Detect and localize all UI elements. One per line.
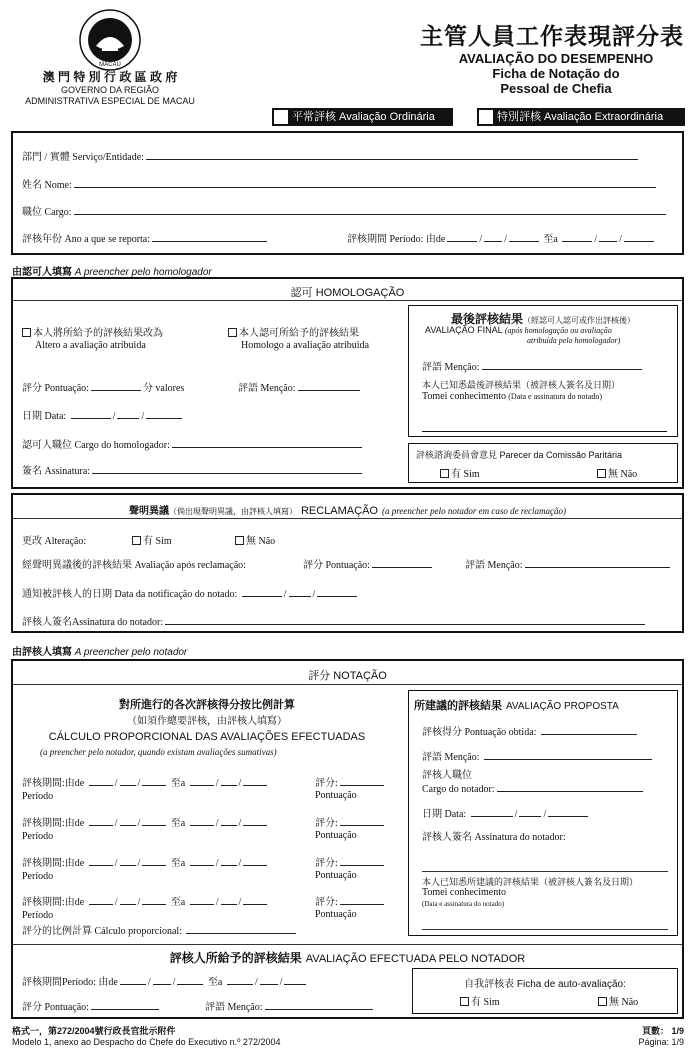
to-label: 至a	[170, 818, 186, 829]
final-title-pt: AVALIAÇÃO FINAL (após homologação ou avaliação	[425, 325, 612, 335]
calc-note-pt: (a preencher pelo notador, quando existam avaliações sumativas)	[40, 747, 277, 757]
form-title-zh: 主管人員工作表現評分表	[420, 23, 684, 49]
efectuada-title: 評核人所給予的評核結果 AVALIAÇÃO EFECTUADA PELO NOTADOR	[169, 951, 526, 965]
score-label-pt: Pontuação	[315, 870, 357, 881]
to-label: 至a	[170, 778, 186, 789]
parecer-nao-checkbox[interactable]: 無 Não	[597, 465, 637, 480]
reclamacao-assinatura-field[interactable]: 評核人簽名Assinatura do notador:	[22, 613, 647, 628]
homologo-checkbox[interactable]: 本人認可所給予的評核結果 Homologo a avaliação atribuida	[228, 328, 369, 352]
extraordinary-evaluation-checkbox[interactable]	[477, 108, 685, 126]
homolog-assinatura-field[interactable]: 簽名 Assinatura:	[22, 462, 364, 477]
cargo-notador-field[interactable]: 評核人職位 Cargo do notador:	[422, 770, 645, 796]
proposta-tomei-label: 本人已知悉所建議的評核結果（被評核人簽名及日期） Tomei conhecimento (Data e assinatura do notado)	[422, 877, 639, 908]
period-row[interactable]: 評核期間:由de / / 至a / / 評分: Período Pontuação	[22, 816, 397, 843]
proposta-tomei-line[interactable]	[422, 929, 668, 930]
reclamacao-title: 聲明異議（倘出現聲明異議，由評核人填寫） RECLAMAÇÃO (a preencher pelo notador em caso de reclamação)	[128, 505, 567, 517]
data-notificacao-field[interactable]: 通知被評核人的日期 Data da notificação do notado: / /	[22, 585, 359, 600]
gov-name-pt-2: ADMINISTRATIVA ESPECIAL DE MACAU	[25, 96, 195, 106]
form-title-pt-1: AVALIAÇÃO DO DESEMPENHO	[458, 51, 654, 66]
score-label: 評分:	[315, 895, 386, 909]
gov-name-zh: 澳 門 特 別 行 政 區 政 府	[42, 70, 178, 84]
assinatura-notador-label: 評核人簽名 Assinatura do notador:	[422, 832, 566, 843]
score-label-pt: Pontuação	[315, 830, 357, 841]
form-title-pt-3: Pessoal de Chefia	[500, 81, 612, 96]
footer-page-pt: Página: 1/9	[638, 1037, 684, 1047]
period-label-pt: Período	[22, 831, 54, 842]
auto-nao-checkbox[interactable]: 無 Não	[598, 993, 638, 1008]
period-label: 評核期間:由de	[22, 818, 85, 829]
calc-title-pt: CÁLCULO PROPORCIONAL DAS AVALIAÇÕES EFECTUADAS	[48, 731, 366, 743]
period-row[interactable]: 評核期間:由de / / 至a / / 評分: Período Pontuação	[22, 776, 397, 803]
period-label-pt: Período	[22, 910, 54, 921]
assinatura-notador-line[interactable]	[422, 871, 668, 872]
apos-reclamacao-label: 經聲明異議後的評核結果 Avaliação após reclamação:	[22, 560, 246, 571]
ordinary-evaluation-checkbox[interactable]	[272, 108, 453, 126]
homolog-cargo-field[interactable]: 認可人職位 Cargo do homologador:	[22, 436, 364, 451]
nome-field[interactable]: 姓名 Nome:	[22, 176, 658, 191]
period-label-pt: Período	[22, 871, 54, 882]
score-label-pt: Pontuação	[315, 790, 357, 801]
auto-avaliacao-label: 自我評核表 Ficha de auto-avaliação:	[464, 979, 626, 990]
alteracao-sim-checkbox[interactable]: 有 Sim	[132, 532, 172, 547]
altero-checkbox[interactable]: 本人將所給予的評核結果改為 Altero a avaliação atribuida	[22, 328, 163, 352]
notacao-title: 評分 NOTAÇÃO	[308, 670, 387, 682]
form-title-pt-2: Ficha de Notação do	[492, 66, 620, 81]
reclamacao-pontuacao-field[interactable]: 評分 Pontuação:	[303, 556, 434, 571]
footer-modelo-pt: Modelo 1, anexo ao Despacho do Chefe do Executivo n.º 272/2004	[12, 1037, 281, 1047]
calc-title-zh: 對所進行的各次評核得分按比例計算	[119, 699, 295, 711]
proposta-mencao-field[interactable]: 評語 Menção:	[422, 748, 654, 763]
checkbox-icon	[479, 110, 493, 124]
efectuada-periodo-field[interactable]: 評核期間Período: 由de / / 至a / /	[22, 973, 308, 988]
to-label: 至a	[170, 897, 186, 908]
calc-proporcional-field[interactable]: 評分的比例計算 Cálculo proporcional:	[22, 922, 298, 937]
final-title-zh: 最後評核結果（經認可人認可或作出評核後）	[450, 312, 635, 326]
parecer-label: 評核諮詢委員會意見 Parecer da Comissão Paritária	[416, 450, 623, 460]
period-row[interactable]: 評核期間:由de / / 至a / / 評分: Período Pontuação	[22, 856, 397, 883]
footer-page-zh: 頁數： 1/9	[641, 1026, 684, 1036]
score-label: 評分:	[315, 856, 386, 870]
homolog-data-field[interactable]: 日期 Data: / /	[22, 407, 184, 422]
period-label: 評核期間:由de	[22, 858, 85, 869]
alteracao-nao-checkbox[interactable]: 無 Não	[235, 532, 275, 547]
reclamacao-mencao-field[interactable]: 評語 Menção:	[465, 556, 672, 571]
macau-emblem-logo	[78, 8, 142, 77]
footer-modelo-zh: 格式一，第272/2004號行政長官批示附件	[12, 1026, 176, 1036]
score-label: 評分:	[315, 776, 386, 790]
score-label: 評分:	[315, 816, 386, 830]
homolog-mencao-field[interactable]: 評語 Menção:	[238, 379, 362, 394]
efectuada-pontuacao-field[interactable]: 評分 Pontuação:	[22, 998, 161, 1013]
alteracao-label: 更改 Alteração:	[22, 536, 87, 547]
servico-field[interactable]: 部門 / 實體 Serviço/Entidade:	[22, 148, 640, 163]
to-label: 至a	[170, 858, 186, 869]
homolog-section-label: 由認可人填寫 A preencher pelo homologador	[12, 267, 212, 278]
proposta-title: 所建議的評核結果 AVALIAÇÃO PROPOSTA	[414, 700, 619, 712]
pontuacao-obtida-field[interactable]: 評核得分 Pontuação obtida:	[422, 723, 639, 738]
notador-section-label: 由評核人填寫 A preencher pelo notador	[12, 647, 188, 658]
efectuada-mencao-field[interactable]: 評語 Menção:	[205, 998, 375, 1013]
final-note: atribuída pelo homologador)	[527, 336, 621, 345]
ordinary-label: 平常評核 Avaliação Ordinária	[292, 111, 435, 123]
period-label: 評核期間:由de	[22, 778, 85, 789]
periodo-field[interactable]: 評核期間 Período: 由de / / 至a / /	[347, 230, 656, 245]
gov-name-pt-1: GOVERNO DA REGIÃO	[60, 85, 160, 95]
auto-sim-checkbox[interactable]: 有 Sim	[460, 993, 500, 1008]
score-label-pt: Pontuação	[315, 909, 357, 920]
final-signature-line[interactable]	[422, 431, 667, 432]
homolog-pontuacao-field[interactable]: 評分 Pontuação: 分 valores	[22, 383, 185, 394]
calc-note-zh: （如須作總要評核，由評核人填寫）	[127, 716, 287, 727]
period-label: 評核期間:由de	[22, 897, 85, 908]
svg-text:MACAU: MACAU	[99, 62, 121, 68]
period-row[interactable]: 評核期間:由de / / 至a / / 評分: Período Pontuação	[22, 895, 397, 922]
parecer-sim-checkbox[interactable]: 有 Sim	[440, 465, 480, 480]
final-mencao-field[interactable]: 評語 Menção:	[422, 358, 644, 373]
checkbox-icon	[274, 110, 288, 124]
proposta-data-field[interactable]: 日期 Data: / /	[422, 805, 590, 820]
ano-field[interactable]: 評核年份 Ano a que se reporta:	[22, 230, 269, 245]
period-label-pt: Período	[22, 791, 54, 802]
cargo-field[interactable]: 職位 Cargo:	[22, 203, 668, 218]
final-tomei-label: 本人已知悉最後評核結果（被評核人簽名及日期） Tomei conhecimento (Data e assinatura do notado)	[422, 380, 621, 402]
extraordinary-label: 特別評核 Avaliação Extraordinária	[497, 111, 664, 123]
homologation-title: 認可 HOMOLOGAÇÃO	[290, 287, 405, 299]
